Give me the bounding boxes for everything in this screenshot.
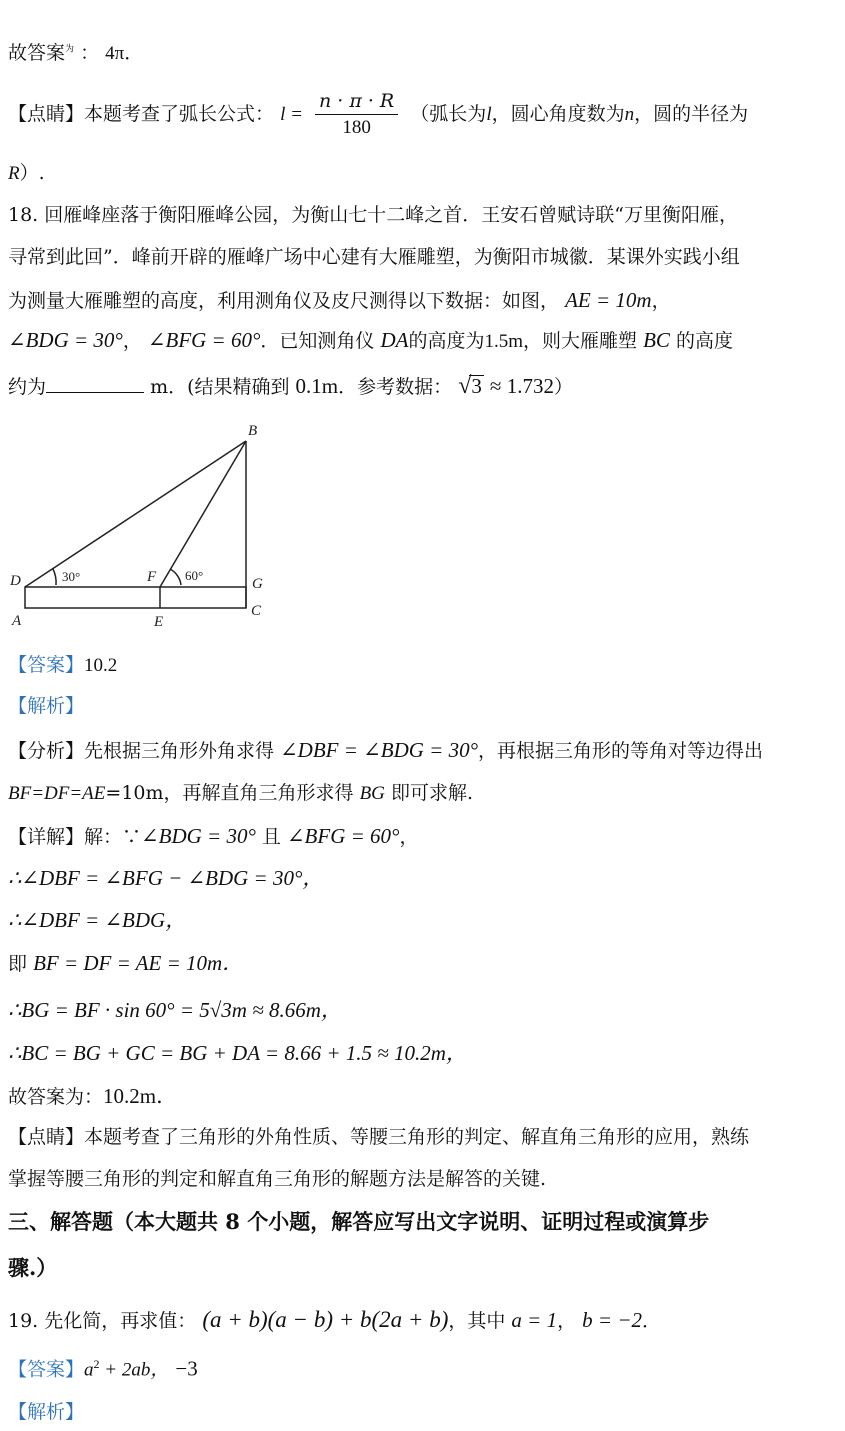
math: 10.2m．	[103, 1084, 178, 1108]
label-D: D	[10, 573, 21, 589]
var: l	[486, 104, 492, 125]
dianjing-arc-line-end	[8, 164, 45, 183]
math: ∠BDG = 30°	[8, 328, 123, 352]
step-2: ∴∠DBF = ∠BDG，	[8, 908, 187, 932]
line-DB	[25, 441, 246, 587]
fenxi-line2	[8, 784, 473, 803]
math: ∠BFG = 60°	[147, 328, 261, 352]
math: (a + b)(a − b) + b(2a + b)	[202, 1307, 449, 1332]
angle-arc-60	[170, 569, 181, 585]
text: 故答案	[8, 42, 66, 64]
fraction-numerator: n · π · R	[315, 92, 398, 115]
math: 0.1m	[295, 374, 339, 398]
text: ）	[553, 376, 573, 398]
text: ，圆心角度数为	[491, 103, 625, 125]
label-G: G	[252, 576, 263, 592]
answer19-line	[8, 1358, 198, 1379]
math: DA	[380, 328, 409, 352]
text: ，	[122, 330, 142, 352]
text: 【分析】先根据三角形外角求得	[8, 740, 275, 762]
q19-line	[8, 1308, 661, 1331]
sqrt-radicand: 3	[471, 374, 482, 398]
answer-value: 10.2	[84, 655, 118, 676]
math: −3	[175, 1356, 198, 1381]
text: ，则大雁雕塑	[523, 330, 638, 352]
step-1: ∴∠DBF = ∠BFG − ∠BDG = 30°，	[8, 866, 324, 890]
analysis-label: 【解析】	[8, 695, 85, 717]
arc-length-fraction	[315, 92, 398, 137]
var: n	[624, 104, 635, 125]
label-A: A	[12, 613, 22, 629]
text: 的高度为	[408, 330, 485, 352]
text: 【详解】解：∵	[8, 826, 142, 848]
text: ．已知测角仪	[260, 330, 375, 352]
text: 的高度	[675, 330, 733, 352]
text: =10m，再解直角三角形求得	[105, 782, 354, 804]
answer-line-prev	[8, 44, 143, 63]
text: ）.	[19, 162, 45, 184]
fenxi-line1	[8, 740, 763, 761]
q18-line2: 寻常到此回”．峰前开辟的雁峰广场中心建有大雁雕塑，为衡阳市城徽．某课外实践小组	[8, 246, 740, 268]
text: ，再根据三角形的等角对等边得出	[477, 740, 763, 762]
xiangjie-line	[8, 826, 418, 847]
angle-label-30: 30°	[62, 569, 81, 584]
math: a = 1	[511, 1308, 558, 1332]
math: ≈ 1.732	[489, 374, 554, 398]
math: b = −2	[582, 1308, 642, 1332]
step-4: ∴BG = BF · sin 60° = 5√3m ≈ 8.66m，	[8, 998, 342, 1022]
label-E: E	[154, 614, 164, 630]
text: 【点睛】本题考查了弧长公式：	[8, 103, 275, 125]
sqrt-sign: √	[458, 373, 472, 399]
answer-value: 4π．	[105, 43, 144, 64]
analysis-label-2: 【解析】	[8, 1401, 85, 1423]
text: ：	[80, 42, 100, 64]
math: 1.5m	[484, 331, 523, 352]
formula-lhs: l =	[280, 104, 303, 125]
text: （弧长为	[410, 103, 487, 125]
answer-label: 【答案】	[8, 654, 85, 676]
q18-line3	[8, 290, 671, 311]
instrument-rect	[25, 587, 246, 608]
text: ．参考数据：	[338, 376, 453, 398]
text: 19. 先化简，再求值：	[8, 1310, 197, 1332]
math: ∠DBF = ∠BDG = 30°	[280, 738, 478, 762]
text: ，	[651, 290, 671, 312]
text: 即	[8, 953, 28, 975]
text: ，	[399, 826, 419, 848]
label-C: C	[251, 603, 262, 619]
text: ，圆的半径为	[634, 103, 749, 125]
text: ．	[642, 1310, 662, 1332]
text: m．(结果精确到	[150, 376, 290, 398]
math: BF=DF=AE	[8, 783, 106, 804]
text: 为测量大雁雕塑的高度，利用测角仪及皮尺测得以下数据：如图，	[8, 290, 560, 312]
math: + 2ab，	[99, 1359, 170, 1381]
label-B: B	[248, 423, 258, 439]
text: 即可求解.	[390, 782, 473, 804]
q18-line5	[8, 374, 573, 398]
section3-heading-cont: 骤.）	[8, 1255, 58, 1280]
var: R	[8, 163, 20, 184]
math: ∠BFG = 60°	[286, 824, 400, 848]
answer-line	[8, 656, 117, 675]
text: ，其中	[448, 1310, 506, 1332]
step-5: ∴BC = BG + GC = BG + DA = 8.66 + 1.5 ≈ 10.2m，	[8, 1041, 467, 1065]
math: a	[84, 1359, 94, 1381]
angle-label-60: 60°	[185, 568, 204, 583]
dianjing2-line2: 掌握等腰三角形的判定和解直角三角形的解题方法是解答的关键.	[8, 1168, 547, 1190]
line-FB	[160, 441, 246, 587]
geometry-figure	[0, 418, 290, 633]
section3-heading: 三、解答题（本大题共 8 个小题，解答应写出文字说明、证明过程或演算步	[8, 1209, 710, 1234]
answer-blank[interactable]	[46, 374, 144, 393]
math: ∠BDG = 30°	[141, 824, 256, 848]
label-F: F	[147, 569, 157, 585]
dianjing-arc-line	[8, 92, 748, 137]
math: BC	[643, 328, 670, 352]
text: 故答案为：	[8, 1086, 104, 1108]
fraction-denominator: 180	[342, 117, 371, 138]
dianjing2-line1: 【点睛】本题考查了三角形的外角性质、等腰三角形的判定、解直角三角形的应用，熟练	[8, 1126, 750, 1148]
step-6	[8, 1086, 177, 1107]
math: BG	[359, 783, 385, 804]
text: 约为	[8, 376, 47, 398]
q18-line4	[8, 330, 733, 351]
text: 且	[261, 826, 281, 848]
answer-label: 【答案】	[8, 1358, 85, 1381]
angle-arc-30	[53, 569, 56, 585]
math: BF = DF = AE = 10m．	[33, 951, 244, 975]
math: AE = 10m	[565, 288, 652, 312]
math-exponent: 2	[93, 1357, 100, 1371]
text: 为	[65, 44, 75, 55]
step-3	[8, 953, 243, 974]
q18-line1: 18. 回雁峰座落于衡阳雁峰公园，为衡山七十二峰之首．王安石曾赋诗联“万里衡阳雁，	[8, 204, 738, 226]
text: ，	[557, 1310, 577, 1332]
